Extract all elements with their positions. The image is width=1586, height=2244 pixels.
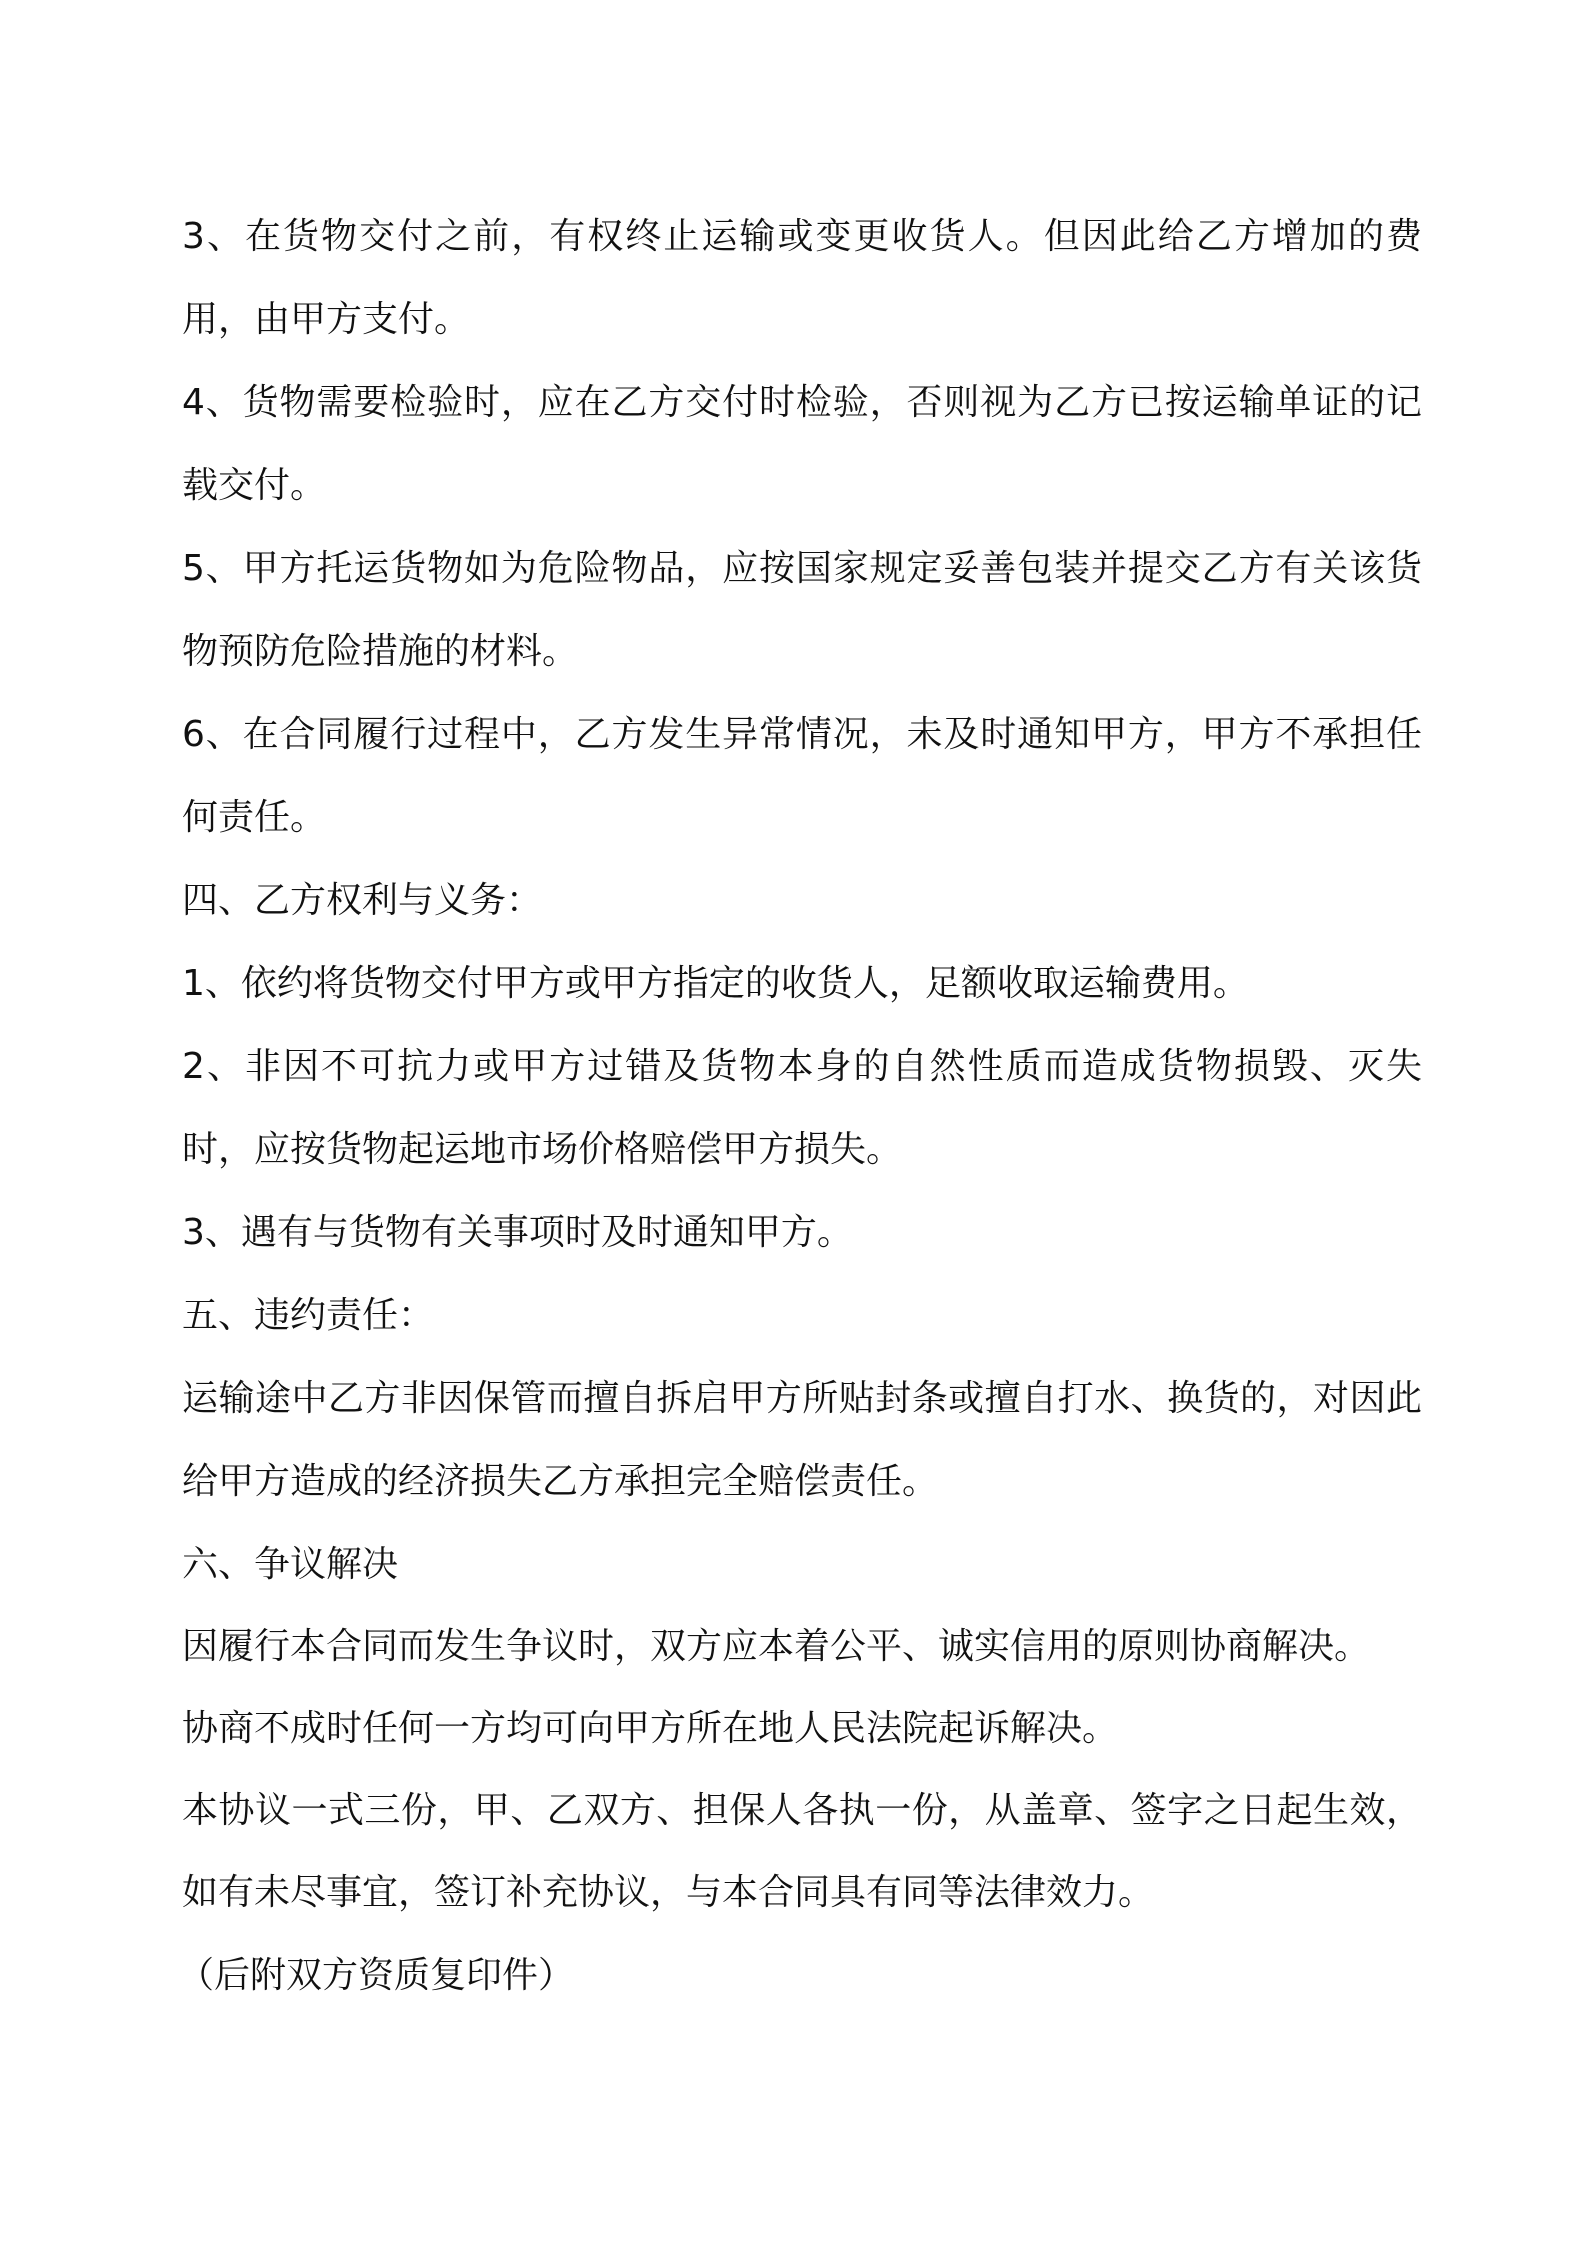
- clause-3-goods-delivery: 3、在货物交付之前，有权终止运输或变更收货人。但因此给乙方增加的费用，由甲方支付。: [182, 216, 1422, 340]
- party-b-clause-3: 3、遇有与货物有关事项时及时通知甲方。: [182, 1212, 853, 1253]
- liability-text: 运输途中乙方非因保管而擅自拆启甲方所贴封条或擅自打水、换货的，对因此给甲方造成的经济损失乙方承担完全赔偿责任。: [182, 1378, 1422, 1502]
- clause-4-goods-inspection: 4、货物需要检验时，应在乙方交付时检验，否则视为乙方已按运输单证的记载交付。: [182, 382, 1422, 506]
- party-b-clause-2: 2、非因不可抗力或甲方过错及货物本身的自然性质而造成货物损毁、灭失时，应按货物起运地市场价格赔偿甲方损失。: [182, 1046, 1422, 1170]
- clause-6-abnormal-situation: 6、在合同履行过程中，乙方发生异常情况，未及时通知甲方，甲方不承担任何责任。: [182, 714, 1422, 838]
- section-heading-party-b-rights: 四、乙方权利与义务：: [182, 880, 543, 921]
- contract-text: [178, 195, 1422, 2017]
- section-heading-liability: 五、违约责任：: [182, 1295, 435, 1336]
- agreement-copies-text: 本协议一式三份，甲、乙双方、担保人各执一份，从盖章、签字之日起生效，如有未尽事宜，签订补充协议，与本合同具有同等法律效力。: [182, 1790, 1422, 1913]
- dispute-text-2: 协商不成时任何一方均可向甲方所在地人民法院起诉解决。: [182, 1708, 1119, 1749]
- clause-5-dangerous-goods: 5、甲方托运货物如为危险物品，应按国家规定妥善包装并提交乙方有关该货物预防危险措施的材料。: [182, 548, 1422, 672]
- section-heading-dispute: 六、争议解决: [182, 1544, 399, 1585]
- party-b-clause-1: 1、依约将货物交付甲方或甲方指定的收货人，足额收取运输费用。: [182, 963, 1249, 1004]
- attachment-note: （后附双方资质复印件）: [178, 1955, 575, 1996]
- dispute-text-1: 因履行本合同而发生争议时，双方应本着公平、诚实信用的原则协商解决。: [182, 1626, 1371, 1667]
